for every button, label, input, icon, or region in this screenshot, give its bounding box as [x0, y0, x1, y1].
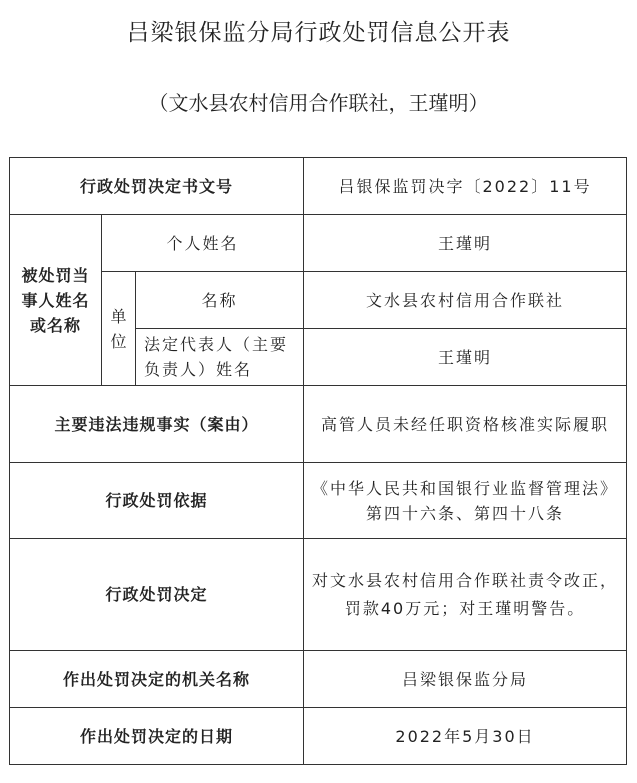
date-value: 2022年5月30日	[304, 708, 627, 765]
authority-label: 作出处罚决定的机关名称	[10, 651, 304, 708]
table-row	[10, 463, 627, 539]
basis-value: 《中华人民共和国银行业监督管理法》第四十六条、第四十八条	[304, 463, 627, 539]
party-label: 被处罚当事人姓名或名称	[10, 215, 102, 386]
table-row	[10, 272, 627, 329]
page-title: 吕梁银保监分局行政处罚信息公开表	[126, 20, 511, 46]
authority-value: 吕梁银保监分局	[304, 651, 627, 708]
individual-name-value: 王瑾明	[304, 215, 627, 272]
decision-value: 对文水县农村信用合作联社责令改正，罚款40万元；对王瑾明警告。	[304, 539, 627, 651]
facts-value: 高管人员未经任职资格核准实际履职	[304, 386, 627, 463]
table-row	[10, 158, 627, 215]
decision-no-label: 行政处罚决定书文号	[10, 158, 304, 215]
unit-name-label: 名称	[136, 272, 304, 329]
legal-rep-label: 法定代表人（主要负责人）姓名	[136, 329, 304, 386]
table-row	[10, 651, 627, 708]
table-row	[10, 708, 627, 765]
decision-no-value: 吕银保监罚决字〔2022〕11号	[304, 158, 627, 215]
basis-label: 行政处罚依据	[10, 463, 304, 539]
legal-rep-value: 王瑾明	[304, 329, 627, 386]
facts-label: 主要违法违规事实（案由）	[10, 386, 304, 463]
individual-name-label: 个人姓名	[102, 215, 304, 272]
unit-label: 单位	[102, 272, 136, 386]
unit-name-value: 文水县农村信用合作联社	[304, 272, 627, 329]
penalty-info-table	[9, 157, 627, 765]
table-row	[10, 539, 627, 651]
date-label: 作出处罚决定的日期	[10, 708, 304, 765]
decision-label: 行政处罚决定	[10, 539, 304, 651]
table-row	[10, 386, 627, 463]
page-subtitle: （文水县农村信用合作联社，王瑾明）	[148, 91, 489, 115]
table-row	[10, 215, 627, 272]
